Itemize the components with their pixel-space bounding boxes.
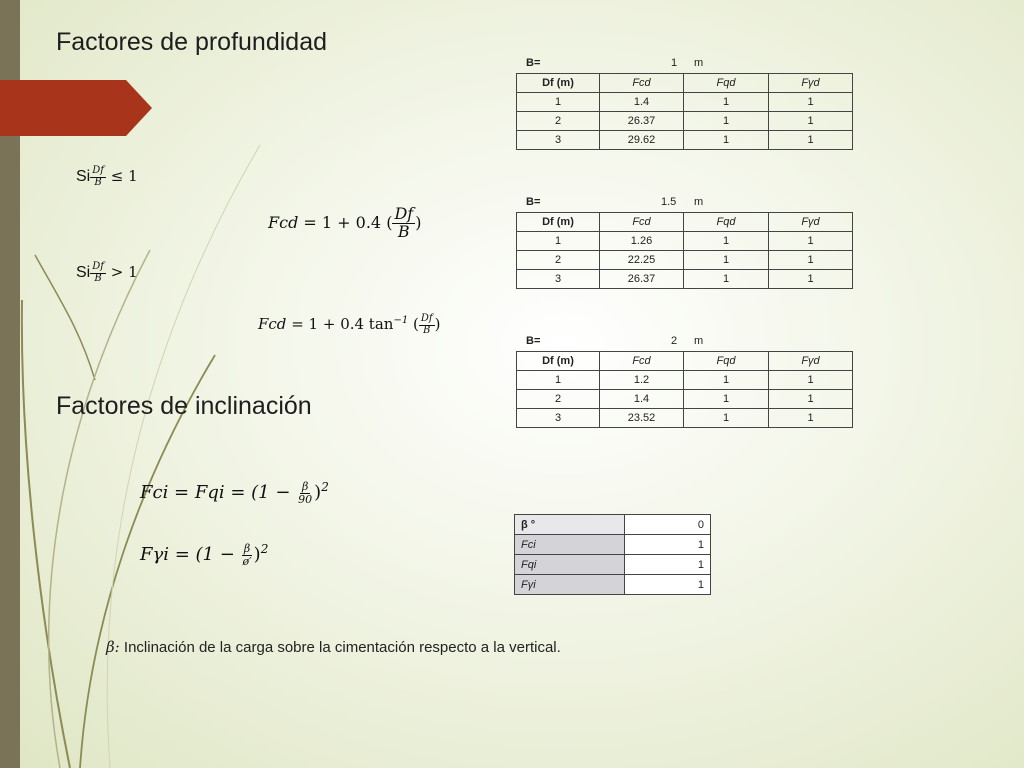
table-row (517, 251, 853, 270)
table-row (517, 232, 853, 251)
b-unit: m (694, 196, 704, 208)
header-df: Df (m) (517, 352, 600, 371)
cell-fyd: 1 (769, 251, 853, 270)
b-label: B= (526, 57, 541, 69)
condition-df-leq (76, 166, 138, 188)
cell-df: 2 (517, 390, 600, 409)
header-fqd: Fqd (684, 74, 769, 93)
formula-rhs: = 1 + 0.4 ( (303, 212, 393, 232)
title-inclination-factors: Factores de inclinación (56, 392, 312, 420)
note-symbol: β: (106, 638, 120, 656)
header-fqd: Fqd (684, 352, 769, 371)
formula-exponent: 2 (321, 480, 329, 494)
formula-lhs: Fci = Fqi = (1 − (140, 482, 291, 503)
b-value: 2 (671, 335, 678, 347)
header-df: Df (m) (517, 213, 600, 232)
cell-fqd: 1 (684, 112, 769, 131)
condition-prefix: Si (76, 264, 91, 281)
cell-fcd: 26.37 (600, 112, 684, 131)
formula-close: ) (314, 482, 322, 503)
formula-close: ) (434, 315, 441, 333)
table-row (517, 371, 853, 390)
frac-numerator: Df (394, 204, 414, 223)
cell-fcd: 23.52 (600, 409, 684, 428)
cell-fcd: 29.62 (600, 131, 684, 150)
frac-denominator: B (397, 221, 410, 241)
table-row (515, 575, 711, 595)
cell-fqd: 1 (684, 251, 769, 270)
cell-df: 3 (517, 131, 600, 150)
depth-factor-table-b1 (516, 73, 853, 150)
cell-fqd: 1 (684, 232, 769, 251)
frac-numerator: Df (92, 261, 104, 272)
table-row (517, 390, 853, 409)
header-fcd: Fcd (600, 213, 684, 232)
cell-df: 1 (517, 371, 600, 390)
table-row (517, 409, 853, 428)
header-df: Df (m) (517, 74, 600, 93)
cell-value: 0 (625, 515, 711, 535)
formula-open: ( (412, 315, 419, 333)
frac-denominator: ø′ (242, 554, 252, 568)
b-unit: m (694, 335, 704, 347)
formula-fyi (140, 542, 268, 567)
cell-value: 1 (625, 575, 711, 595)
cell-df: 1 (517, 232, 600, 251)
b-value: 1 (671, 57, 678, 69)
formula-lhs: Fγi = (1 − (140, 544, 235, 565)
table-header-row (517, 213, 853, 232)
table-row (515, 535, 711, 555)
frac-denominator: B (94, 272, 102, 284)
formula-superscript: −1 (393, 315, 409, 326)
cell-fyd: 1 (769, 270, 853, 289)
cell-key: Fqi (515, 555, 625, 575)
frac-numerator: β (301, 479, 309, 493)
depth-factor-table-b2 (516, 351, 853, 428)
frac-denominator: 90 (298, 492, 313, 506)
table-header-row (517, 352, 853, 371)
table-row (515, 555, 711, 575)
cell-fcd: 1.26 (600, 232, 684, 251)
cell-fqd: 1 (684, 371, 769, 390)
title-depth-factors: Factores de profundidad (56, 28, 328, 56)
b-label: B= (526, 335, 541, 347)
cell-fyd: 1 (769, 390, 853, 409)
cell-fcd: 1.4 (600, 390, 684, 409)
cell-fyd: 1 (769, 131, 853, 150)
beta-definition-note (106, 638, 561, 656)
cell-df: 1 (517, 93, 600, 112)
header-fyd: Fγd (769, 74, 853, 93)
cell-fqd: 1 (684, 270, 769, 289)
cell-df: 3 (517, 409, 600, 428)
cell-key: Fci (515, 535, 625, 555)
frac-numerator: β (243, 541, 251, 555)
frac-numerator: Df (420, 313, 433, 324)
cell-fqd: 1 (684, 131, 769, 150)
cell-key: β ° (515, 515, 625, 535)
frac-denominator: B (94, 176, 102, 188)
cell-value: 1 (625, 555, 711, 575)
formula-fcd-linear (268, 206, 421, 241)
cell-fyd: 1 (769, 232, 853, 251)
formula-exponent: 2 (260, 542, 269, 556)
cell-fcd: 1.2 (600, 371, 684, 390)
cell-df: 3 (517, 270, 600, 289)
formula-lhs: Fcd (268, 212, 299, 232)
condition-df-gt (76, 262, 138, 284)
condition-relation: > 1 (110, 263, 138, 281)
formula-lhs: Fcd (258, 315, 287, 333)
cell-value: 1 (625, 535, 711, 555)
condition-relation: ≤ 1 (110, 167, 138, 185)
table-row (517, 93, 853, 112)
table-row (517, 112, 853, 131)
formula-fcd-arctan (258, 314, 440, 336)
cell-fqd: 1 (684, 409, 769, 428)
table-row (517, 131, 853, 150)
header-fyd: Fγd (769, 352, 853, 371)
cell-fcd: 1.4 (600, 93, 684, 112)
header-fcd: Fcd (600, 352, 684, 371)
cell-fyd: 1 (769, 112, 853, 131)
cell-fqd: 1 (684, 390, 769, 409)
cell-key: Fγi (515, 575, 625, 595)
formula-rhs: = 1 + 0.4 tan (291, 315, 394, 333)
formula-fci-fqi (140, 480, 329, 505)
frac-numerator: Df (92, 165, 104, 176)
cell-fqd: 1 (684, 93, 769, 112)
cell-df: 2 (517, 112, 600, 131)
note-text: Inclinación de la carga sobre la cimentación respecto a la vertical. (123, 639, 561, 656)
cell-fyd: 1 (769, 93, 853, 112)
formula-close: ) (253, 544, 261, 565)
cell-fcd: 22.25 (600, 251, 684, 270)
cell-fcd: 26.37 (600, 270, 684, 289)
b-value: 1.5 (661, 196, 677, 208)
table-row (515, 515, 711, 535)
inclination-factor-table (514, 514, 711, 595)
header-fyd: Fγd (769, 213, 853, 232)
table-header-row (517, 74, 853, 93)
condition-prefix: Si (76, 168, 91, 185)
header-fqd: Fqd (684, 213, 769, 232)
b-label: B= (526, 196, 541, 208)
formula-close: ) (415, 212, 422, 232)
cell-fyd: 1 (769, 409, 853, 428)
depth-factor-table-b1-5 (516, 212, 853, 289)
cell-fyd: 1 (769, 371, 853, 390)
table-row (517, 270, 853, 289)
cell-df: 2 (517, 251, 600, 270)
frac-denominator: B (423, 324, 431, 336)
header-fcd: Fcd (600, 74, 684, 93)
b-unit: m (694, 57, 704, 69)
